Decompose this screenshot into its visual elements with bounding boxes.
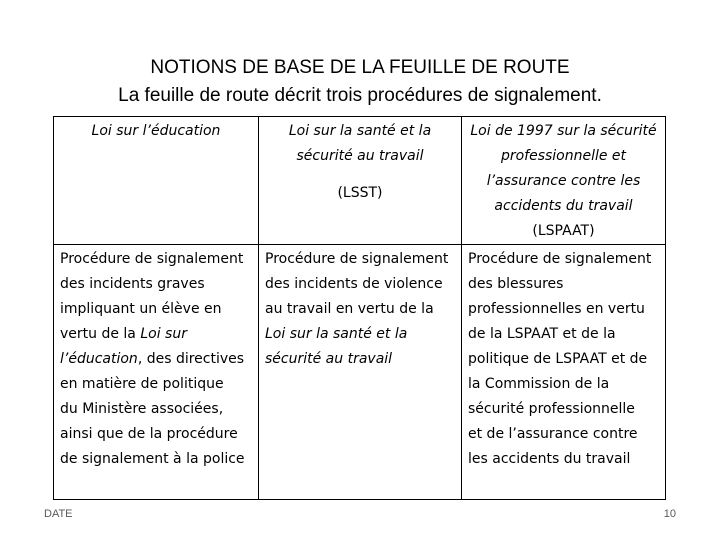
- body-line: des incidents graves: [60, 276, 205, 292]
- header-line: l’assurance contre les: [486, 173, 641, 189]
- procedures-table: [53, 116, 666, 500]
- body-line: de la LSPAAT et de la: [468, 326, 616, 342]
- body-cell-lspaat-procedure: [462, 245, 666, 500]
- body-line-mixed: [60, 347, 252, 372]
- body-text-italic: Loi sur: [140, 326, 187, 342]
- body-line: du Ministère associées,: [60, 401, 224, 417]
- header-line: Loi sur l’éducation: [91, 123, 221, 139]
- body-line: Procédure de signalement: [60, 251, 244, 267]
- title-line-1: NOTIONS DE BASE DE LA FEUILLE DE ROUTE: [150, 57, 570, 78]
- title-line-2: La feuille de route décrit trois procédures de signalement.: [118, 85, 602, 106]
- body-line: les accidents du travail: [468, 451, 631, 467]
- body-line: des blessures: [468, 276, 564, 292]
- body-line: en matière de politique: [60, 376, 224, 392]
- body-line: et de l’assurance contre: [468, 426, 638, 442]
- body-line: de signalement à la police: [60, 451, 245, 467]
- body-line-mixed: [60, 322, 252, 347]
- body-line: professionnelles en vertu: [468, 301, 645, 317]
- body-cell-education-procedure: [54, 245, 259, 500]
- header-line: Loi de 1997 sur la sécurité: [470, 123, 657, 139]
- header-line: professionnelle et: [500, 148, 627, 164]
- body-cell-lsst-procedure: [259, 245, 462, 500]
- body-line-italic: sécurité au travail: [265, 351, 393, 367]
- table-body-row: [54, 245, 666, 500]
- header-cell-lsst: [259, 117, 462, 245]
- body-text: , des directives: [137, 351, 245, 367]
- body-line: Procédure de signalement: [265, 251, 449, 267]
- header-acronym: (LSST): [337, 185, 383, 201]
- body-text-italic: l’éducation: [60, 351, 138, 367]
- header-line: sécurité au travail: [296, 148, 424, 164]
- header-acronym: (LSPAAT): [532, 223, 595, 239]
- body-line: au travail en vertu de la: [265, 301, 434, 317]
- body-line: des incidents de violence: [265, 276, 443, 292]
- body-line: sécurité professionnelle: [468, 401, 635, 417]
- body-line: impliquant un élève en: [60, 301, 222, 317]
- body-text: vertu de la: [60, 326, 141, 342]
- footer-page-number: 10: [663, 508, 676, 520]
- header-line: accidents du travail: [494, 198, 633, 214]
- header-cell-lspaat: [462, 117, 666, 245]
- table-header-row: [54, 117, 666, 245]
- body-line: politique de LSPAAT et de: [468, 351, 648, 367]
- footer-date: DATE: [44, 508, 73, 520]
- header-line: Loi sur la santé et la: [288, 123, 432, 139]
- body-line: la Commission de la: [468, 376, 610, 392]
- header-cell-education-act: [54, 117, 259, 245]
- slide-title: [0, 54, 720, 110]
- body-line-italic: Loi sur la santé et la: [265, 326, 408, 342]
- body-line: Procédure de signalement: [468, 251, 652, 267]
- body-line: ainsi que de la procédure: [60, 426, 238, 442]
